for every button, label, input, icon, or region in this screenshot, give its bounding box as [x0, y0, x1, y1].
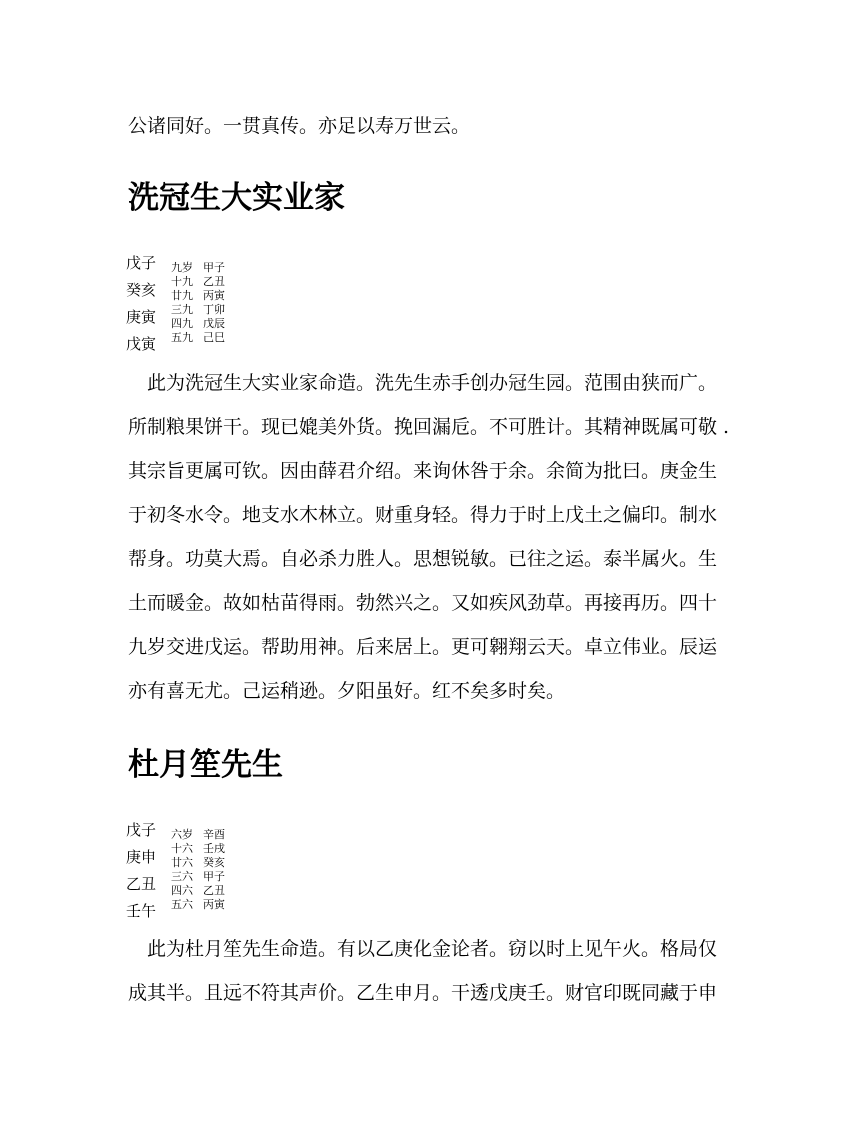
pillar-month: 癸亥 [126, 281, 157, 299]
pillar-hour: 壬午 [126, 902, 157, 920]
luck-cycle [171, 842, 225, 856]
luck-ganzhi: 丙寅 [203, 289, 225, 302]
luck-ganzhi: 乙丑 [203, 884, 225, 897]
luck-age: 九岁 [171, 261, 193, 274]
luck-age: 三六 [171, 870, 193, 883]
luck-age: 五九 [171, 331, 193, 344]
luck-cycle [171, 898, 225, 912]
section-title: 洗冠生大实业家 [128, 180, 345, 216]
luck-age: 廿九 [171, 289, 193, 302]
luck-age: 廿六 [171, 856, 193, 869]
pillar-year: 戊子 [126, 821, 157, 839]
luck-ganzhi: 乙丑 [203, 275, 225, 288]
luck-age: 十六 [171, 842, 193, 855]
luck-ganzhi: 癸亥 [203, 856, 225, 869]
pillar-day: 庚寅 [126, 308, 157, 326]
luck-cycle [171, 828, 225, 842]
four-pillars [126, 817, 156, 925]
luck-age: 四六 [171, 884, 193, 897]
luck-ganzhi: 辛酉 [203, 828, 225, 841]
luck-age: 五六 [171, 898, 193, 911]
paragraph-line: 亦有喜无尤。己运稍逊。夕阳虽好。红不矣多时矣。 [128, 680, 566, 702]
paragraph-line: 此为杜月笙先生命造。有以乙庚化金论者。窃以时上见午火。格局仅 [128, 938, 718, 960]
luck-cycle [171, 331, 225, 345]
luck-ganzhi: 甲子 [203, 261, 225, 274]
luck-cycle [171, 275, 225, 289]
luck-cycle [171, 289, 225, 303]
pillar-year: 戊子 [126, 254, 157, 272]
luck-ganzhi: 丁卯 [203, 303, 225, 316]
luck-age: 三九 [171, 303, 193, 316]
paragraph-line: 成其半。且远不符其声价。乙生申月。干透戊庚壬。财官印既同藏于申 [128, 982, 718, 1004]
luck-ganzhi: 戊辰 [203, 317, 225, 330]
paragraph-line: 帮身。功莫大焉。自必杀力胜人。思想锐敏。已往之运。泰半属火。生 [128, 548, 718, 570]
pillar-hour: 戊寅 [126, 335, 157, 353]
luck-cycle [171, 884, 225, 898]
luck-cycle [171, 261, 225, 275]
luck-ganzhi: 丙寅 [203, 898, 225, 911]
luck-cycle [171, 856, 225, 870]
luck-ganzhi: 壬戌 [203, 842, 225, 855]
luck-age: 六岁 [171, 828, 193, 841]
paragraph-line: 此为洗冠生大实业家命造。洗先生赤手创办冠生园。范围由狭而广。 [128, 372, 718, 394]
luck-ganzhi: 己巳 [203, 331, 225, 344]
luck-age: 十九 [171, 275, 193, 288]
luck-cycles [171, 261, 225, 345]
luck-ganzhi: 甲子 [203, 870, 225, 883]
section-title: 杜月笙先生 [128, 747, 283, 783]
luck-cycle [171, 303, 225, 317]
luck-age: 四九 [171, 317, 193, 330]
paragraph-line: 于初冬水令。地支水木林立。财重身轻。得力于时上戊土之偏印。制水 [128, 504, 718, 526]
intro-line: 公诸同好。一贯真传。亦足以寿万世云。 [128, 115, 471, 137]
pillar-day: 乙丑 [126, 875, 157, 893]
pillar-month: 庚申 [126, 848, 157, 866]
paragraph-line: 其宗旨更属可钦。因由薛君介绍。来询休咎于余。余简为批曰。庚金生 [128, 460, 718, 482]
paragraph-line: 土而暖金。故如枯苗得雨。勃然兴之。又如疾风劲草。再接再历。四十 [128, 592, 718, 614]
luck-cycle [171, 317, 225, 331]
luck-cycle [171, 870, 225, 884]
luck-cycles [171, 828, 225, 912]
four-pillars [126, 250, 156, 358]
paragraph-line: 九岁交进戊运。帮助用神。后来居上。更可翱翔云天。卓立伟业。辰运 [128, 636, 718, 658]
paragraph-line: 所制粮果饼干。现已媲美外货。挽回漏卮。不可胜计。其精神既属可敬 . [128, 416, 730, 438]
